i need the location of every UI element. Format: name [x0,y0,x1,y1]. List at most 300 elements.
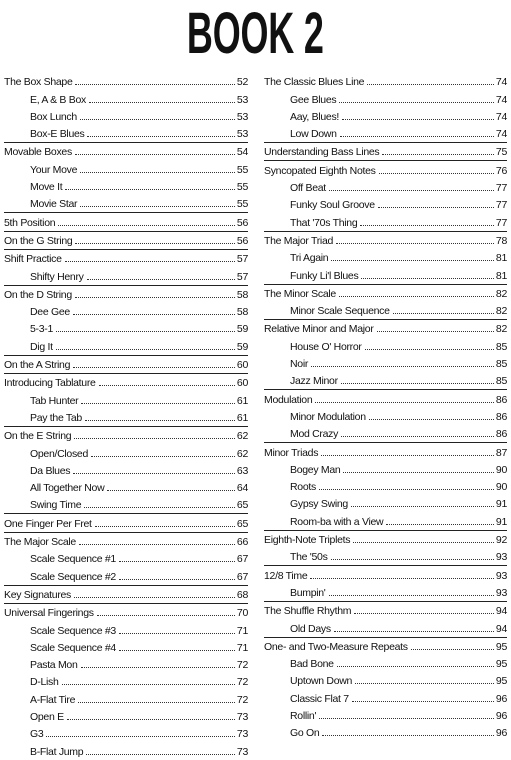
dot-leader [365,349,494,350]
dot-leader [393,313,494,314]
toc-song-entry [264,584,507,601]
dot-leader [119,650,235,651]
toc-page-number: 82 [495,323,507,336]
toc-page-number: 95 [495,640,507,653]
dot-leader [67,719,235,720]
toc-section-entry [264,565,507,583]
dot-leader [81,667,235,668]
dot-leader [386,524,494,525]
toc-page-number: 72 [236,659,248,672]
toc-entry-title: The Classic Blues Line [264,76,365,89]
toc-entry-title: Eighth-Note Triplets [264,534,351,547]
toc-section-entry [264,442,507,460]
toc-page-number: 75 [495,146,507,159]
toc-page-number: 52 [236,76,248,89]
toc-entry-title: Box-E Blues [30,128,85,141]
toc-section-entry [4,532,248,550]
toc-section-entry [264,637,507,655]
toc-entry-title: Pay the Tab [30,411,82,424]
toc-page-number: 95 [495,675,507,688]
toc-song-entry [4,708,248,725]
toc-section-entry [4,513,248,531]
toc-entry-title: 12/8 Time [264,569,308,582]
dot-leader [65,189,235,190]
dot-leader [322,735,493,736]
dot-leader [341,383,494,384]
dot-leader [382,154,494,155]
toc-entry-title: Go On [290,727,320,740]
dot-leader [79,544,235,545]
toc-entry-title: That '70s Thing [290,216,358,229]
toc-entry-title: Funky Li'l Blues [290,269,359,282]
dot-leader [377,331,494,332]
dot-leader [339,102,494,103]
toc-page-number: 68 [236,588,248,601]
toc-page-number: 67 [236,553,248,566]
toc-entry-title: Box Lunch [30,110,77,123]
dot-leader [354,613,494,614]
toc-section-entry [264,160,507,178]
toc-song-entry [4,337,248,354]
toc-page-number: 82 [495,305,507,318]
toc-page-number: 77 [495,216,507,229]
toc-entry-title: On the D String [4,288,72,301]
toc-column-right [264,73,507,741]
toc-page-number: 67 [236,570,248,583]
toc-column-left [4,73,248,760]
toc-entry-title: Jazz Minor [290,375,338,388]
toc-page-number: 59 [236,323,248,336]
toc-page-number: 65 [236,517,248,530]
toc-entry-title: Key Signatures [4,588,72,601]
toc-page-number: 57 [236,270,248,283]
toc-section-entry [264,73,507,90]
dot-leader [119,561,235,562]
toc-entry-title: All Together Now [30,482,105,495]
dot-leader [91,456,235,457]
toc-entry-title: Da Blues [30,464,71,477]
toc-page-number: 77 [495,182,507,195]
toc-entry-title: Understanding Bass Lines [264,146,380,159]
dot-leader [360,225,494,226]
toc-page-number: 63 [236,464,248,477]
toc-entry-title: 5th Position [4,216,56,229]
toc-section-entry [264,284,507,302]
toc-entry-title: Tri Again [290,252,329,265]
toc-entry-title: Aay, Blues! [290,110,340,123]
toc-page-number: 58 [236,288,248,301]
toc-song-entry [4,160,248,177]
toc-page-number: 93 [495,551,507,564]
toc-entry-title: E, A & B Box [30,93,86,106]
toc-page-number: 77 [495,199,507,212]
toc-entry-title: Minor Scale Sequence [290,305,390,318]
toc-entry-title: Scale Sequence #4 [30,641,116,654]
dot-leader [331,260,494,261]
dot-leader [80,172,235,173]
toc-page-number: 62 [236,447,248,460]
toc-song-entry [4,444,248,461]
toc-song-entry [264,179,507,196]
dot-leader [65,261,235,262]
toc-entry-title: Introducing Tablature [4,377,96,390]
dot-leader [351,506,494,507]
toc-page-number: 73 [236,745,248,758]
toc-entry-title: Movable Boxes [4,146,72,159]
toc-entry-title: Your Move [30,163,78,176]
toc-entry-title: Relative Minor and Major [264,323,374,336]
dot-leader [379,173,494,174]
dot-leader [58,225,235,226]
toc-section-entry [264,601,507,619]
toc-page-number: 56 [236,216,248,229]
toc-entry-title: B-Flat Jump [30,745,84,758]
dot-leader [87,279,235,280]
toc-page-number: 86 [495,410,507,423]
dot-leader [56,349,235,350]
toc-section-entry [264,319,507,337]
toc-song-entry [4,639,248,656]
dot-leader [355,683,494,684]
toc-song-entry [264,108,507,125]
dot-leader [119,633,235,634]
toc-entry-title: Move It [30,181,63,194]
toc-song-entry [264,707,507,724]
toc-page-number: 86 [495,393,507,406]
toc-page-number: 85 [495,358,507,371]
dot-leader [329,190,494,191]
toc-entry-title: Pasta Mon [30,659,78,672]
toc-entry-title: The Box Shape [4,76,73,89]
toc-song-entry [4,656,248,673]
toc-page-number: 70 [236,607,248,620]
toc-page-number: 74 [495,76,507,89]
dot-leader [336,243,494,244]
toc-section-entry [4,249,248,267]
toc-song-entry [264,302,507,319]
dot-leader [75,297,235,298]
toc-page-number: 62 [236,430,248,443]
toc-entry-title: Funky Soul Groove [290,199,375,212]
dot-leader [319,489,494,490]
toc-entry-title: Bad Bone [290,658,334,671]
toc-section-entry [4,73,248,90]
toc-entry-title: Noir [290,358,309,371]
toc-section-entry [264,389,507,407]
toc-page-number: 74 [495,93,507,106]
toc-section-entry [4,603,248,621]
dot-leader [337,666,494,667]
toc-page-number: 71 [236,641,248,654]
dot-leader [353,542,494,543]
toc-page-number: 73 [236,710,248,723]
toc-section-entry [4,231,248,249]
toc-page-number: 53 [236,110,248,123]
toc-entry-title: 5-3-1 [30,323,54,336]
toc-entry-title: G3 [30,728,44,741]
toc-entry-title: Modulation [264,393,313,406]
toc-entry-title: The Shuffle Rhythm [264,605,352,618]
toc-page-number: 64 [236,482,248,495]
toc-entry-title: Universal Fingerings [4,607,94,620]
toc-page-number: 96 [495,709,507,722]
dot-leader [369,419,494,420]
toc-song-entry [4,462,248,479]
toc-song-entry [264,337,507,354]
toc-entry-title: Uptown Down [290,675,353,688]
toc-song-entry [264,249,507,266]
toc-song-entry [264,213,507,230]
toc-entry-title: Syncopated Eighth Notes [264,164,376,177]
toc-entry-title: Movie Star [30,198,78,211]
toc-page-number: 93 [495,569,507,582]
toc-song-entry [4,621,248,638]
toc-song-entry [264,655,507,672]
dot-leader [46,736,234,737]
toc-entry-title: Roots [290,481,316,494]
toc-page-number: 96 [495,692,507,705]
toc-song-entry [264,372,507,389]
dot-leader [78,702,235,703]
toc-page-number: 65 [236,499,248,512]
toc-song-entry [264,478,507,495]
dot-leader [81,403,235,404]
toc-section-entry [264,231,507,249]
toc-page-number: 78 [495,234,507,247]
toc-page-number: 86 [495,428,507,441]
toc-section-entry [4,426,248,444]
toc-entry-title: Off Beat [290,182,326,195]
toc-entry-title: A-Flat Tire [30,693,76,706]
toc-list-left [4,73,248,760]
dot-leader [310,578,493,579]
toc-section-entry [4,355,248,373]
dot-leader [334,631,494,632]
dot-leader [99,385,235,386]
dot-leader [97,615,235,616]
dot-leader [352,701,494,702]
toc-entry-title: D-Lish [30,676,59,689]
toc-song-entry [4,673,248,690]
toc-entry-title: On the G String [4,234,73,247]
dot-leader [89,102,235,103]
toc-page-number: 82 [495,287,507,300]
toc-section-entry [4,373,248,391]
toc-entry-title: Minor Triads [264,446,319,459]
toc-song-entry [4,195,248,212]
toc-entry-title: Dig It [30,340,53,353]
dot-leader [80,206,235,207]
toc-page-number: 60 [236,377,248,390]
toc-entry-title: Swing Time [30,499,82,512]
toc-page-number: 94 [495,622,507,635]
dot-leader [411,649,494,650]
toc-entry-title: Bogey Man [290,463,341,476]
toc-section-entry [264,530,507,548]
toc-section-entry [4,585,248,603]
dot-leader [75,243,234,244]
toc-entry-title: Scale Sequence #1 [30,553,116,566]
toc-page-number: 61 [236,394,248,407]
dot-leader [84,507,235,508]
toc-page-number: 56 [236,234,248,247]
toc-song-entry [264,90,507,107]
toc-entry-title: Classic Flat 7 [290,692,349,705]
dot-leader [315,402,494,403]
toc-page-number: 57 [236,253,248,266]
dot-leader [74,597,235,598]
toc-entry-title: One- and Two-Measure Repeats [264,640,408,653]
dot-leader [329,595,494,596]
toc-list-right [264,73,507,741]
toc-entry-title: Mod Crazy [290,428,339,441]
toc-song-entry [4,550,248,567]
toc-entry-title: Open E [30,710,64,723]
dot-leader [367,84,494,85]
toc-page-number: 94 [495,605,507,618]
dot-leader [119,579,235,580]
toc-page-number: 91 [495,515,507,528]
toc-song-entry [264,512,507,529]
toc-song-entry [4,108,248,125]
dot-leader [378,207,494,208]
dot-leader [56,331,235,332]
toc-entry-title: Rollin' [290,709,317,722]
dot-leader [311,366,494,367]
toc-entry-title: Shift Practice [4,253,62,266]
toc-page-number: 93 [495,586,507,599]
dot-leader [80,119,235,120]
toc-entry-title: Scale Sequence #3 [30,624,116,637]
toc-entry-title: Gypsy Swing [290,498,348,511]
toc-page-number: 91 [495,498,507,511]
toc-song-entry [4,409,248,426]
dot-leader [62,684,235,685]
toc-song-entry [4,303,248,320]
dot-leader [340,136,494,137]
dot-leader [86,754,235,755]
toc-page-number: 85 [495,340,507,353]
toc-song-entry [4,178,248,195]
toc-section-entry [4,142,248,160]
toc-section-entry [4,285,248,303]
toc-song-entry [264,689,507,706]
toc-entry-title: On the A String [4,359,71,372]
toc-entry-title: The Minor Scale [264,287,336,300]
toc-page-number: 55 [236,163,248,176]
toc-song-entry [264,619,507,636]
toc-entry-title: Shifty Henry [30,270,84,283]
toc-entry-title: Room-ba with a View [290,515,384,528]
page-title: BOOK 2 [186,1,324,66]
toc-section-entry [264,142,507,160]
toc-entry-title: Bumpin' [290,586,326,599]
dot-leader [95,526,235,527]
dot-leader [321,455,494,456]
toc-page-number: 74 [495,110,507,123]
toc-entry-title: Tab Hunter [30,394,79,407]
dot-leader [331,559,494,560]
toc-song-entry [4,725,248,742]
toc-entry-title: House O' Horror [290,340,362,353]
dot-leader [75,84,234,85]
toc-page-number: 90 [495,481,507,494]
toc-song-entry [4,690,248,707]
toc-song-entry [264,724,507,741]
toc-song-entry [264,355,507,372]
toc-page-number: 95 [495,658,507,671]
toc-page-number: 72 [236,693,248,706]
toc-song-entry [4,496,248,513]
toc-page-number: 81 [495,252,507,265]
toc-song-entry [4,391,248,408]
toc-song-entry [4,479,248,496]
toc-page-number: 53 [236,128,248,141]
toc-page-number: 54 [236,146,248,159]
toc-entry-title: Old Days [290,622,331,635]
dot-leader [87,136,234,137]
toc-page-number: 72 [236,676,248,689]
toc-page-number: 66 [236,536,248,549]
toc-song-entry [4,742,248,759]
dot-leader [107,490,235,491]
toc-page-number: 71 [236,624,248,637]
toc-entry-title: On the E String [4,430,72,443]
toc-song-entry [4,320,248,337]
toc-page-number: 96 [495,727,507,740]
toc-song-entry [264,408,507,425]
dot-leader [361,278,494,279]
toc-song-entry [264,495,507,512]
toc-entry-title: The '50s [290,551,328,564]
toc-entry-title: The Major Scale [4,536,76,549]
toc-entry-title: Scale Sequence #2 [30,570,116,583]
toc-song-entry [4,567,248,584]
toc-page-number: 90 [495,463,507,476]
toc-entry-title: Dee Gee [30,306,70,319]
dot-leader [73,473,235,474]
dot-leader [341,436,494,437]
dot-leader [75,154,235,155]
dot-leader [339,296,494,297]
toc-page-number: 55 [236,198,248,211]
toc-song-entry [4,90,248,107]
toc-page-number: 73 [236,728,248,741]
toc-page-number: 59 [236,340,248,353]
toc-page-number: 76 [495,164,507,177]
toc-page-number: 87 [495,446,507,459]
toc-song-entry [4,125,248,142]
dot-leader [73,367,235,368]
toc-page-number: 55 [236,181,248,194]
toc-song-entry [264,425,507,442]
toc-entry-title: Open/Closed [30,447,88,460]
toc-page-number: 92 [495,534,507,547]
toc-song-entry [4,267,248,284]
toc-song-entry [264,125,507,142]
toc-entry-title: Low Down [290,128,337,141]
toc-entry-title: One Finger Per Fret [4,517,92,530]
toc-song-entry [264,266,507,283]
toc-page-number: 61 [236,411,248,424]
toc-page-number: 60 [236,359,248,372]
toc-page-number: 85 [495,375,507,388]
dot-leader [319,718,494,719]
toc-song-entry [264,461,507,478]
dot-leader [74,438,235,439]
toc-page-number: 74 [495,128,507,141]
toc-song-entry [264,672,507,689]
